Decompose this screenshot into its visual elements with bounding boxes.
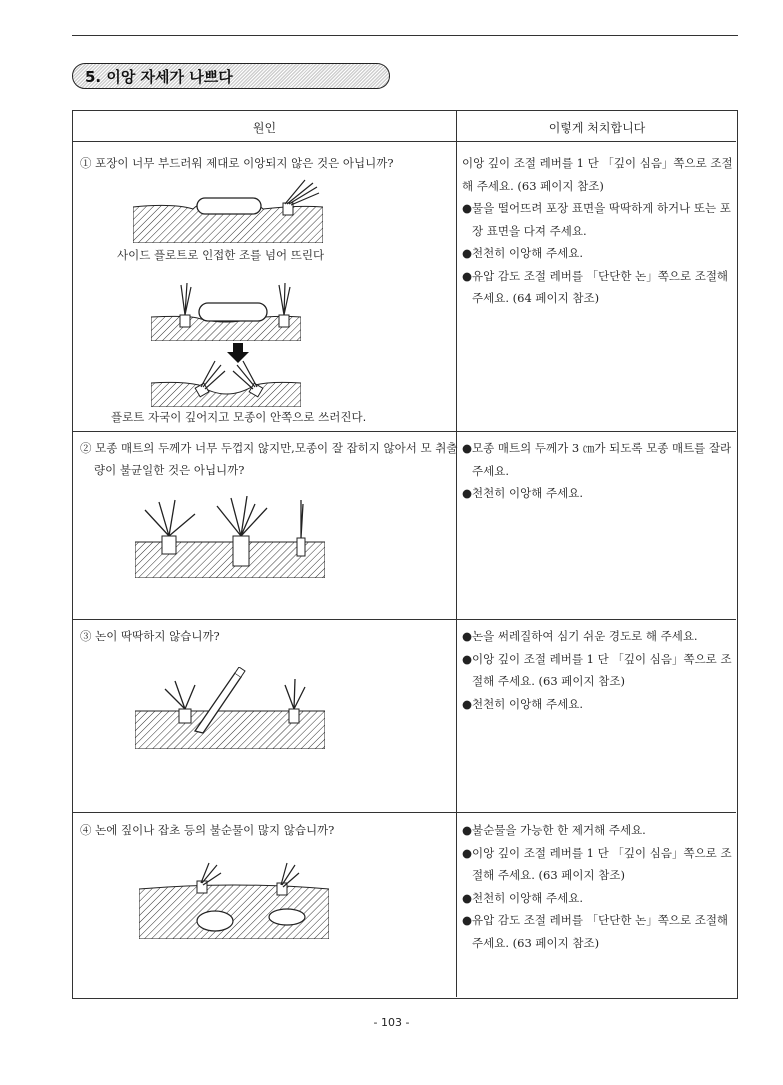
remedy-item: ●천천히 이앙해 주세요. (462, 696, 583, 711)
remedy-item: ●천천히 이앙해 주세요. (462, 486, 583, 500)
remedy-item: ●물을 떨어뜨려 포장 표면을 딱딱하게 하거나 또는 포장 표면을 다져 주세요. (462, 201, 731, 238)
caption-1b: 플로트 자국이 깊어지고 모종이 안쪽으로 쓰러진다. (111, 410, 367, 424)
section-banner (72, 63, 390, 89)
illustration-hard-field (135, 667, 325, 749)
page-number: - 103 - (373, 1016, 410, 1029)
remedy-item: ●불순물을 가능한 한 제거해 주세요. (462, 823, 646, 837)
header-divider (73, 141, 736, 142)
illustration-float-pressing (151, 281, 301, 341)
remedy-item: ●천천히 이앙해 주세요. (462, 246, 583, 260)
remedy-item: ●이앙 깊이 조절 레버를 1 단 「깊이 심음」쪽으로 조절해 주세요. (63 페이지 참조) (462, 651, 732, 688)
column-divider (456, 111, 457, 997)
column-header-remedy: 이렇게 처치합니다 (548, 121, 646, 135)
illustration-seedlings-fallen (151, 351, 301, 407)
cause-text-2: ② 모종 매트의 두께가 너무 두껍지 않지만,모종이 잘 잡히지 않아서 모 취출량이 불균일한 것은 아닙니까? (80, 441, 458, 477)
remedy-item: ●논을 써레질하여 심기 쉬운 경도로 해 주세요. (462, 629, 698, 643)
illustration-debris-field (139, 859, 329, 939)
remedy-item: 이앙 깊이 조절 레버를 1 단 「깊이 심음」쪽으로 조절해 주세요. (63 페이지 참조) (462, 156, 733, 193)
header-rule (72, 35, 738, 36)
remedy-list-2 (462, 437, 734, 505)
remedy-list-1 (462, 152, 734, 310)
remedy-list-4 (462, 819, 734, 954)
remedy-item: ●이앙 깊이 조절 레버를 1 단 「깊이 심음」쪽으로 조절해 주세요. (63 페이지 참조) (462, 845, 732, 882)
section-title: 5. 이앙 자세가 나쁘다 (85, 68, 233, 86)
caption-1a: 사이드 플로트로 인접한 조를 넘어 뜨린다 (117, 248, 325, 262)
troubleshooting-table (72, 110, 738, 999)
cause-text-3: ③ 논이 딱딱하지 않습니까? (80, 629, 220, 643)
cause-text-1: ① 포장이 너무 부드러워 제대로 이앙되지 않은 것은 아닙니까? (80, 156, 394, 170)
remedy-list-3 (462, 625, 734, 715)
column-header-cause: 원인 (252, 121, 277, 135)
remedy-item: ●유압 감도 조절 레버를 「단단한 논」쪽으로 조절해 주세요. (63 페이지 참조) (462, 913, 729, 950)
row-divider (73, 812, 736, 813)
remedy-item: ●천천히 이앙해 주세요. (462, 890, 583, 905)
illustration-seedling-mat (135, 496, 325, 578)
cause-text-4: ④ 논에 짚이나 잡초 등의 불순물이 많지 않습니까? (80, 823, 335, 837)
row-divider (73, 619, 736, 620)
illustration-float-tipping (133, 177, 323, 243)
remedy-item: ●모종 매트의 두께가 3 ㎝가 되도록 모종 매트를 잘라 주세요. (462, 441, 732, 478)
remedy-item: ●유압 감도 조절 레버를 「단단한 논」쪽으로 조절해 주세요. (64 페이지 참조) (462, 268, 729, 305)
row-divider (73, 431, 736, 432)
